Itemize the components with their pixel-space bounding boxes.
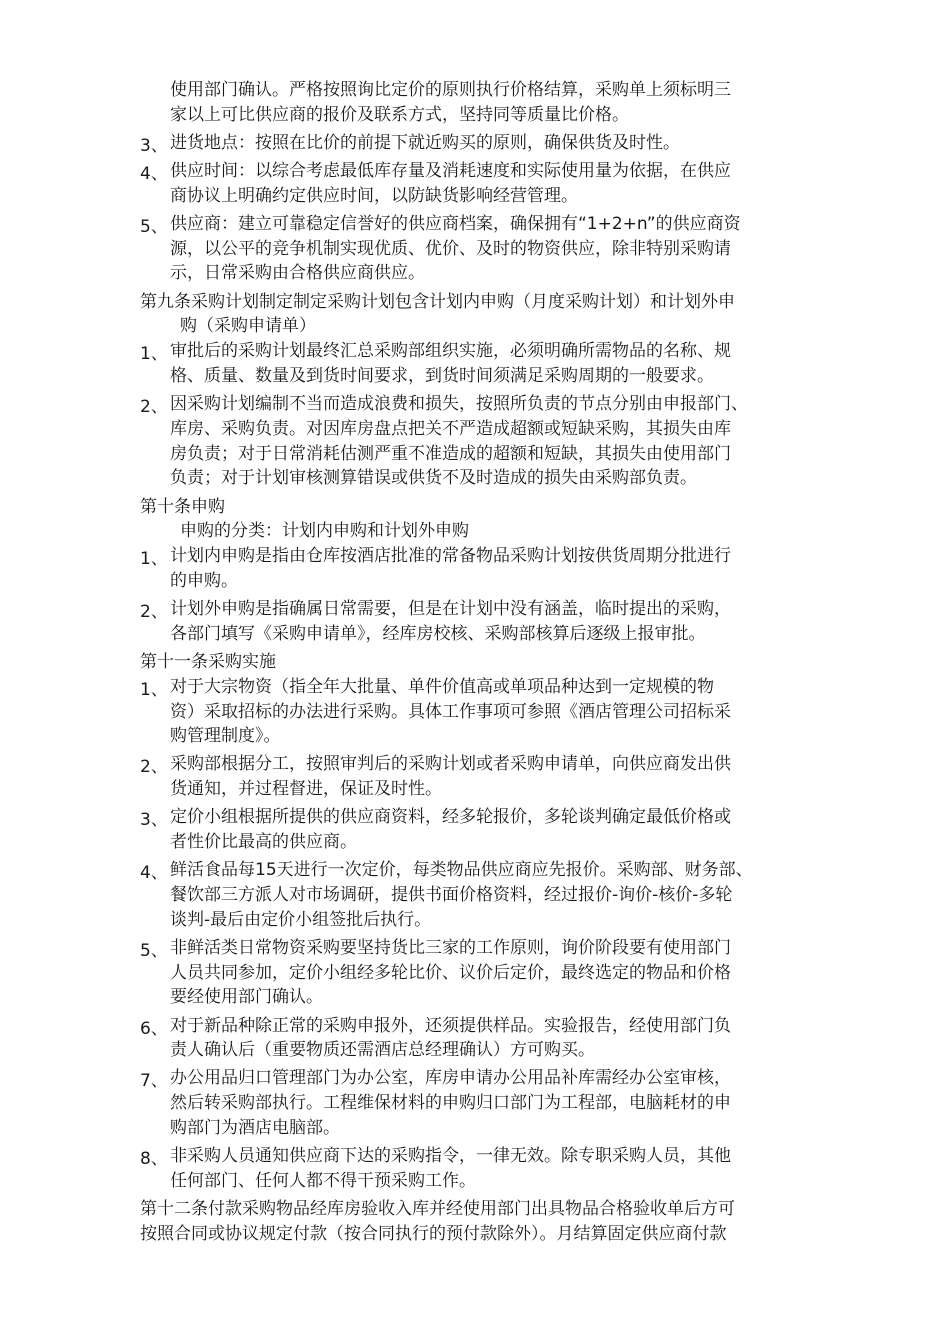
text-line: 房负责；对于日常消耗估测严重不准造成的超额和短缺，其损失由使用部门: [170, 443, 731, 464]
text-line: 负责；对于计划审核测算错误或供货不及时造成的损失由采购部负责。: [170, 468, 697, 489]
list-item-number: 4、: [140, 863, 168, 884]
text-line: 库房、采购负责。对因库房盘点把关不严造成超额或短缺采购，其损失由库: [170, 418, 731, 439]
document-body: [140, 78, 820, 1247]
text-line: 源，以公平的竞争机制实现优质、优价、及时的物资供应，除非特别采购请: [170, 238, 731, 259]
text-line: 采购部根据分工，按照审判后的采购计划或者采购申请单，向供应商发出供: [170, 754, 731, 775]
section-heading: [140, 1197, 820, 1247]
text-line: 对于新品种除正常的采购申报外，还须提供样品。实验报告，经使用部门负: [170, 1015, 731, 1036]
list-item: [140, 936, 820, 1010]
list-item-number: 2、: [140, 602, 168, 623]
text-line: 货通知，并过程督进，保证及时性。: [170, 779, 442, 800]
text-line: 示，日常采购由合格供应商供应。: [170, 263, 425, 284]
list-item-number: 2、: [140, 757, 168, 778]
list-item: [140, 544, 820, 594]
list-item-number: 8、: [140, 1149, 168, 1170]
text-line: 人员共同参加，定价小组经多轮比价、议价后定价，最终选定的物品和价格: [170, 962, 731, 983]
list-item-number: 1、: [140, 344, 168, 365]
text-line: 非采购人员通知供应商下达的采购指令，一律无效。除专职采购人员，其他: [170, 1146, 731, 1167]
list-item: [140, 339, 820, 389]
text-line: 对于大宗物资（指全年大批量、单件价值高或单项品种达到一定规模的物: [170, 676, 714, 697]
text-line: 审批后的采购计划最终汇总采购部组织实施，必须明确所需物品的名称、规: [170, 341, 731, 362]
list-item-number: 1、: [140, 679, 168, 700]
list-item: [140, 675, 820, 749]
list-item: [140, 212, 820, 286]
list-item-number: 4、: [140, 163, 168, 184]
section-heading: [140, 495, 820, 520]
text-line: 资）采取招标的办法进行采购。具体工作事项可参照《酒店管理公司招标采: [170, 701, 731, 722]
text-line: 家以上可比供应商的报价及联系方式，坚持同等质量比价格。: [170, 104, 629, 125]
list-item: [140, 1014, 820, 1064]
text-line: 任何部门、任何人都不得干预采购工作。: [170, 1170, 476, 1191]
list-item-number: 3、: [140, 135, 168, 156]
text-line: 计划外申购是指确属日常需要，但是在计划中没有涵盖，临时提出的采购，: [170, 599, 731, 620]
text-line: 购管理制度》。: [170, 726, 281, 747]
text-line: 然后转采购部执行。工程维保材料的申购归口部门为工程部，电脑耗材的申: [170, 1093, 731, 1114]
list-item-number: 1、: [140, 549, 168, 570]
text-line: 进货地点：按照在比价的前提下就近购买的原则，确保供货及时性。: [170, 132, 680, 153]
text-line: 谈判-最后由定价小组签批后执行。: [170, 909, 432, 930]
list-item: [140, 159, 820, 209]
list-item: [140, 858, 820, 932]
list-item: [140, 131, 820, 156]
text-line: 责人确认后（重要物质还需酒店总经理确认）方可购买。: [170, 1040, 595, 1061]
text-line: 者性价比最高的供应商。: [170, 832, 357, 853]
text-line: 各部门填写《采购申请单》，经库房校核、采购部核算后逐级上报审批。: [170, 623, 706, 644]
heading-line: 第十一条采购实施: [140, 651, 276, 672]
text-line: 鲜活食品每15天进行一次定价，每类物品供应商应先报价。采购部、财务部、: [170, 860, 753, 881]
list-item-number: 2、: [140, 397, 168, 418]
list-item: [140, 78, 820, 128]
text-line: 办公用品归口管理部门为办公室，库房申请办公用品补库需经办公室审核，: [170, 1068, 731, 1089]
list-item-number: 6、: [140, 1018, 168, 1039]
list-item: [140, 392, 820, 491]
list-item-number: 7、: [140, 1071, 168, 1092]
text-line: 供应商：建立可靠稳定信誉好的供应商档案，确保拥有“1+2+n”的供应商资: [170, 213, 741, 234]
text-line: 计划内申购是指由仓库按酒店批准的常备物品采购计划按供货周期分批进行: [170, 546, 731, 567]
text-line: 购部门为酒店电脑部。: [170, 1118, 340, 1139]
text-line: 格、质量、数量及到货时间要求，到货时间须满足采购周期的一般要求。: [170, 365, 714, 386]
heading-line: 购（采购申请单）: [180, 316, 316, 337]
text-line: 要经使用部门确认。: [170, 987, 323, 1008]
list-item: [140, 805, 820, 855]
text-line: 非鲜活类日常物资采购要坚持货比三家的工作原则，询价阶段要有使用部门: [170, 937, 731, 958]
list-item: [140, 597, 820, 647]
text-line: 的申购。: [170, 570, 238, 591]
list-item-number: 3、: [140, 810, 168, 831]
heading-line: 第九条采购计划制定制定采购计划包含计划内申购（月度采购计划）和计划外申: [140, 291, 735, 312]
list-item-number: 5、: [140, 940, 168, 961]
list-item: [140, 1066, 820, 1140]
section-heading: [140, 290, 820, 340]
text-line: 定价小组根据所提供的供应商资料，经多轮报价，多轮谈判确定最低价格或: [170, 807, 731, 828]
list-item: [140, 752, 820, 802]
heading-line: 第十二条付款采购物品经库房验收入库并经使用部门出具物品合格验收单后方可: [140, 1199, 735, 1220]
text-line: 使用部门确认。严格按照询比定价的原则执行价格结算，采购单上须标明三: [170, 80, 731, 100]
text-line: 供应时间：以综合考虑最低库存量及消耗速度和实际使用量为依据，在供应: [170, 160, 731, 181]
paragraph: [140, 519, 820, 544]
text-line: 餐饮部三方派人对市场调研，提供书面价格资料，经过报价-询价-核价-多轮: [170, 884, 733, 905]
heading-line: 第十条申购: [140, 496, 225, 517]
heading-line: 按照合同或协议规定付款（按合同执行的预付款除外）。月结算固定供应商付款: [140, 1223, 727, 1244]
text-line: 商协议上明确约定供应时间，以防缺货影响经营管理。: [170, 185, 578, 206]
text-line: 申购的分类：计划内申购和计划外申购: [180, 521, 469, 542]
text-line: 因采购计划编制不当而造成浪费和损失，按照所负责的节点分别由申报部门、: [170, 394, 748, 415]
list-item: [140, 1144, 820, 1194]
list-item-number: 5、: [140, 216, 168, 237]
section-heading: [140, 650, 820, 675]
